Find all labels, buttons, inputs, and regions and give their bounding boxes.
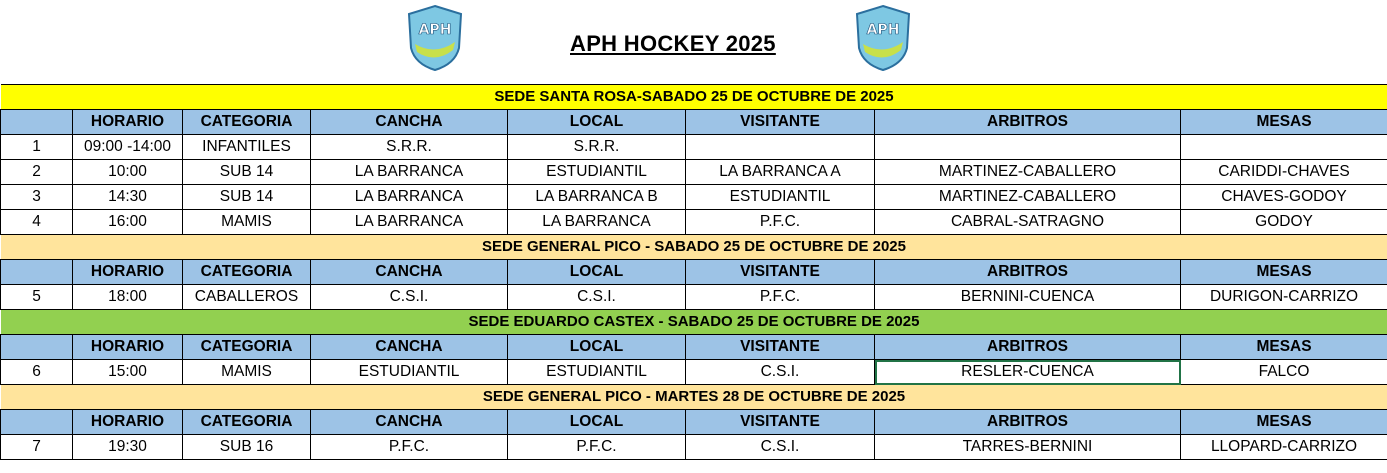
column-header-cancha[interactable]: CANCHA [311, 335, 508, 360]
table-row [1, 360, 1387, 385]
column-header-horario[interactable]: HORARIO [73, 410, 183, 435]
column-header-row-number[interactable] [1, 110, 73, 135]
cell-visitante[interactable]: LA BARRANCA A [686, 160, 875, 185]
cell-cancha[interactable]: LA BARRANCA [311, 185, 508, 210]
cell-visitante[interactable]: C.S.I. [686, 435, 875, 460]
cell-cancha[interactable]: P.F.C. [311, 435, 508, 460]
cell-visitante[interactable] [686, 135, 875, 160]
cell-row-number[interactable]: 2 [1, 160, 73, 185]
cell-arbitros[interactable]: CABRAL-SATRAGNO [875, 210, 1181, 235]
column-header-cancha[interactable]: CANCHA [311, 410, 508, 435]
column-header-mesas[interactable]: MESAS [1181, 410, 1387, 435]
cell-categoria[interactable]: INFANTILES [183, 135, 311, 160]
cell-mesas[interactable] [1181, 135, 1387, 160]
section-banner-cell[interactable]: SEDE SANTA ROSA-SABADO 25 DE OCTUBRE DE 2025 [1, 85, 1387, 110]
cell-local[interactable]: C.S.I. [508, 285, 686, 310]
aph-logo-icon [405, 4, 465, 72]
sheet-header [0, 0, 1387, 84]
column-header-row [1, 335, 1387, 360]
column-header-categoria[interactable]: CATEGORIA [183, 335, 311, 360]
column-header-row [1, 260, 1387, 285]
cell-horario[interactable]: 14:30 [73, 185, 183, 210]
cell-arbitros[interactable]: MARTINEZ-CABALLERO [875, 185, 1181, 210]
table-row [1, 185, 1387, 210]
svg-text:APH: APH [418, 22, 452, 38]
section-banner [1, 85, 1387, 110]
column-header-visitante[interactable]: VISITANTE [686, 110, 875, 135]
cell-row-number[interactable]: 6 [1, 360, 73, 385]
cell-mesas[interactable]: GODOY [1181, 210, 1387, 235]
cell-visitante[interactable]: P.F.C. [686, 210, 875, 235]
column-header-categoria[interactable]: CATEGORIA [183, 260, 311, 285]
column-header-cancha[interactable]: CANCHA [311, 260, 508, 285]
cell-mesas[interactable]: CHAVES-GODOY [1181, 185, 1387, 210]
cell-cancha[interactable]: ESTUDIANTIL [311, 360, 508, 385]
section-banner-cell[interactable]: SEDE GENERAL PICO - MARTES 28 DE OCTUBRE DE 2025 [1, 385, 1387, 410]
column-header-row-number[interactable] [1, 260, 73, 285]
cell-row-number[interactable]: 1 [1, 135, 73, 160]
column-header-visitante[interactable]: VISITANTE [686, 260, 875, 285]
column-header-mesas[interactable]: MESAS [1181, 335, 1387, 360]
cell-categoria[interactable]: SUB 16 [183, 435, 311, 460]
column-header-local[interactable]: LOCAL [508, 410, 686, 435]
cell-arbitros[interactable]: TARRES-BERNINI [875, 435, 1181, 460]
table-row [1, 285, 1387, 310]
table-row [1, 135, 1387, 160]
cell-row-number[interactable]: 3 [1, 185, 73, 210]
cell-mesas[interactable]: LLOPARD-CARRIZO [1181, 435, 1387, 460]
section-banner-cell[interactable]: SEDE GENERAL PICO - SABADO 25 DE OCTUBRE DE 2025 [1, 235, 1387, 260]
column-header-local[interactable]: LOCAL [508, 260, 686, 285]
cell-mesas[interactable]: FALCO [1181, 360, 1387, 385]
cell-cancha[interactable]: LA BARRANCA [311, 210, 508, 235]
cell-horario[interactable]: 10:00 [73, 160, 183, 185]
section-banner [1, 310, 1387, 335]
cell-categoria[interactable]: MAMIS [183, 210, 311, 235]
cell-mesas[interactable]: CARIDDI-CHAVES [1181, 160, 1387, 185]
column-header-local[interactable]: LOCAL [508, 335, 686, 360]
cell-visitante[interactable]: P.F.C. [686, 285, 875, 310]
column-header-horario[interactable]: HORARIO [73, 335, 183, 360]
section-banner-cell[interactable]: SEDE EDUARDO CASTEX - SABADO 25 DE OCTUBRE DE 2025 [1, 310, 1387, 335]
svg-text:APH: APH [866, 22, 900, 38]
cell-cancha[interactable]: C.S.I. [311, 285, 508, 310]
column-header-visitante[interactable]: VISITANTE [686, 410, 875, 435]
column-header-mesas[interactable]: MESAS [1181, 260, 1387, 285]
cell-horario[interactable]: 16:00 [73, 210, 183, 235]
cell-horario[interactable]: 18:00 [73, 285, 183, 310]
column-header-row [1, 110, 1387, 135]
cell-local[interactable]: LA BARRANCA B [508, 185, 686, 210]
column-header-horario[interactable]: HORARIO [73, 260, 183, 285]
cell-arbitros[interactable]: BERNINI-CUENCA [875, 285, 1181, 310]
column-header-cancha[interactable]: CANCHA [311, 110, 508, 135]
page-title: APH HOCKEY 2025 [570, 31, 776, 56]
cell-arbitros[interactable]: MARTINEZ-CABALLERO [875, 160, 1181, 185]
cell-local[interactable]: P.F.C. [508, 435, 686, 460]
cell-horario[interactable]: 15:00 [73, 360, 183, 385]
table-row [1, 435, 1387, 460]
column-header-categoria[interactable]: CATEGORIA [183, 410, 311, 435]
cell-cancha[interactable]: LA BARRANCA [311, 160, 508, 185]
cell-row-number[interactable]: 7 [1, 435, 73, 460]
cell-categoria[interactable]: MAMIS [183, 360, 311, 385]
column-header-row-number[interactable] [1, 410, 73, 435]
column-header-categoria[interactable]: CATEGORIA [183, 110, 311, 135]
column-header-arbitros[interactable]: ARBITROS [875, 335, 1181, 360]
section-banner [1, 235, 1387, 260]
column-header-row [1, 410, 1387, 435]
column-header-mesas[interactable]: MESAS [1181, 110, 1387, 135]
cell-horario[interactable]: 09:00 -14:00 [73, 135, 183, 160]
column-header-visitante[interactable]: VISITANTE [686, 335, 875, 360]
cell-row-number[interactable]: 4 [1, 210, 73, 235]
cell-arbitros[interactable] [875, 135, 1181, 160]
cell-visitante[interactable]: ESTUDIANTIL [686, 185, 875, 210]
cell-horario[interactable]: 19:30 [73, 435, 183, 460]
cell-categoria[interactable]: SUB 14 [183, 185, 311, 210]
column-header-row-number[interactable] [1, 335, 73, 360]
column-header-local[interactable]: LOCAL [508, 110, 686, 135]
cell-categoria[interactable]: SUB 14 [183, 160, 311, 185]
cell-visitante[interactable]: C.S.I. [686, 360, 875, 385]
cell-local[interactable]: ESTUDIANTIL [508, 360, 686, 385]
section-banner [1, 385, 1387, 410]
cell-local[interactable]: S.R.R. [508, 135, 686, 160]
column-header-arbitros[interactable]: ARBITROS [875, 110, 1181, 135]
table-row [1, 210, 1387, 235]
schedule-table [0, 84, 1387, 460]
column-header-arbitros[interactable]: ARBITROS [875, 410, 1181, 435]
cell-mesas[interactable]: DURIGON-CARRIZO [1181, 285, 1387, 310]
table-row [1, 160, 1387, 185]
cell-local[interactable]: ESTUDIANTIL [508, 160, 686, 185]
cell-local[interactable]: LA BARRANCA [508, 210, 686, 235]
cell-categoria[interactable]: CABALLEROS [183, 285, 311, 310]
cell-arbitros[interactable]: RESLER-CUENCA [875, 360, 1181, 385]
aph-logo-icon [853, 4, 913, 72]
column-header-arbitros[interactable]: ARBITROS [875, 260, 1181, 285]
column-header-horario[interactable]: HORARIO [73, 110, 183, 135]
cell-cancha[interactable]: S.R.R. [311, 135, 508, 160]
cell-row-number[interactable]: 5 [1, 285, 73, 310]
